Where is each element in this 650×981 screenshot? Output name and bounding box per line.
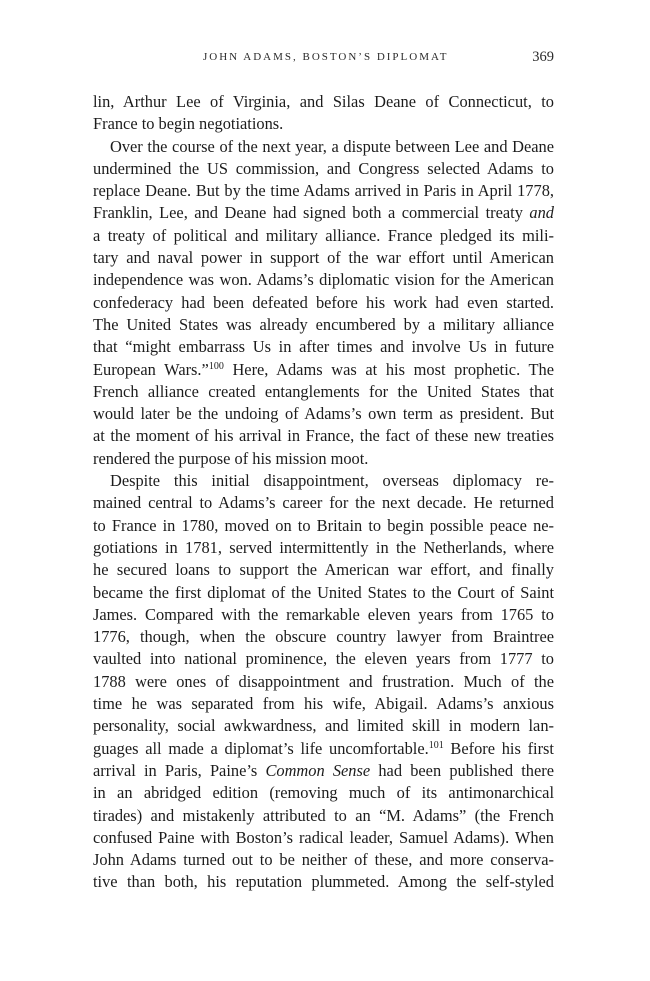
text-line: personality, social awkwardness, and limited skill in modern lan- [93,716,554,736]
italic-title: Common Sense [265,760,371,780]
text-line: James. Compared with the remarkable eleven years from 1765 to [93,604,554,624]
text-line: European Wars.”$^{100}$ Here, Adams was at his most prophetic. The [93,359,555,379]
text-line: mained central to Adams’s career for the next decade. He returned [93,493,554,513]
text-line: became the first diplomat of the United States to the Court of Saint [93,582,554,602]
text-line: time he was separated from his wife, Abigail. Adams’s anxious [93,694,554,714]
running-head [93,49,554,69]
text-line: Over the course of the next year, a dispute between Lee and Deane [110,136,554,156]
text-line: tive than both, his reputation plummeted. Among the self-styled [93,872,554,892]
text-line: gotiations in 1781, served intermittently in the Netherlands, where [93,537,554,557]
text-line: confederacy had been defeated before his work had even started. [93,292,554,312]
text-line: Franklin, Lee, and Deane had signed both a commercial treaty and [93,203,554,223]
text-line: France to begin negotiations. [93,114,284,134]
text-line: he secured loans to support the American war effort, and finally [93,560,554,580]
text-line: arrival in Paris, Paine’s Common Sense had been published there [93,760,554,780]
text-line: tary and naval power in support of the war effort until American [93,248,554,268]
text-line: lin, Arthur Lee of Virginia, and Silas Deane of Connecticut, to [93,92,554,111]
text-line: John Adams turned out to be neither of these, and more conserva- [93,850,554,870]
text-line: would later be the undoing of Adams’s own term as president. But [93,404,554,424]
text-line: at the moment of his arrival in France, the fact of these new treaties [93,426,554,446]
running-head-title: JOHN ADAMS, BOSTON’S DIPLOMAT [203,51,449,63]
text-line: tirades) and mistakenly attributed to an “M. Adams” (the French [93,805,554,825]
text-line: 1788 were ones of disappointment and frustration. Much of the [93,671,554,691]
text-line: French alliance created entanglements for the United States that [93,381,554,401]
footnote-reference[interactable]: 101 [428,739,444,751]
body-text [93,91,554,894]
footnote-reference[interactable]: 100 [208,360,224,372]
italic-word: and [529,203,554,223]
text-line: a treaty of political and military alliance. France pledged its mili- [93,225,554,245]
text-line: guages all made a diplomat’s life uncomfortable.$^{101}$ Before his first [93,738,554,758]
text-line: independence was won. Adams’s diplomatic vision for the American [93,270,554,290]
text-line: Despite this initial disappointment, overseas diplomacy re- [110,471,554,491]
text-line: confused Paine with Boston’s radical leader, Samuel Adams). When [93,827,554,847]
text-line: vaulted into national prominence, the eleven years from 1777 to [93,649,554,669]
text-line: that “might embarrass Us in after times and involve Us in future [93,337,554,357]
text-line: in an abridged edition (removing much of its antimonarchical [93,783,554,803]
text-line: rendered the purpose of his mission moot. [93,448,369,468]
text-line: undermined the US commission, and Congress selected Adams to [93,158,554,178]
text-line: to France in 1780, moved on to Britain to begin possible peace ne- [93,515,554,535]
text-line: 1776, though, when the obscure country lawyer from Braintree [93,627,554,647]
text-line: The United States was already encumbered by a military alliance [93,314,554,334]
page-number: 369 [532,49,554,65]
text-line: replace Deane. But by the time Adams arrived in Paris in April 1778, [93,181,554,201]
